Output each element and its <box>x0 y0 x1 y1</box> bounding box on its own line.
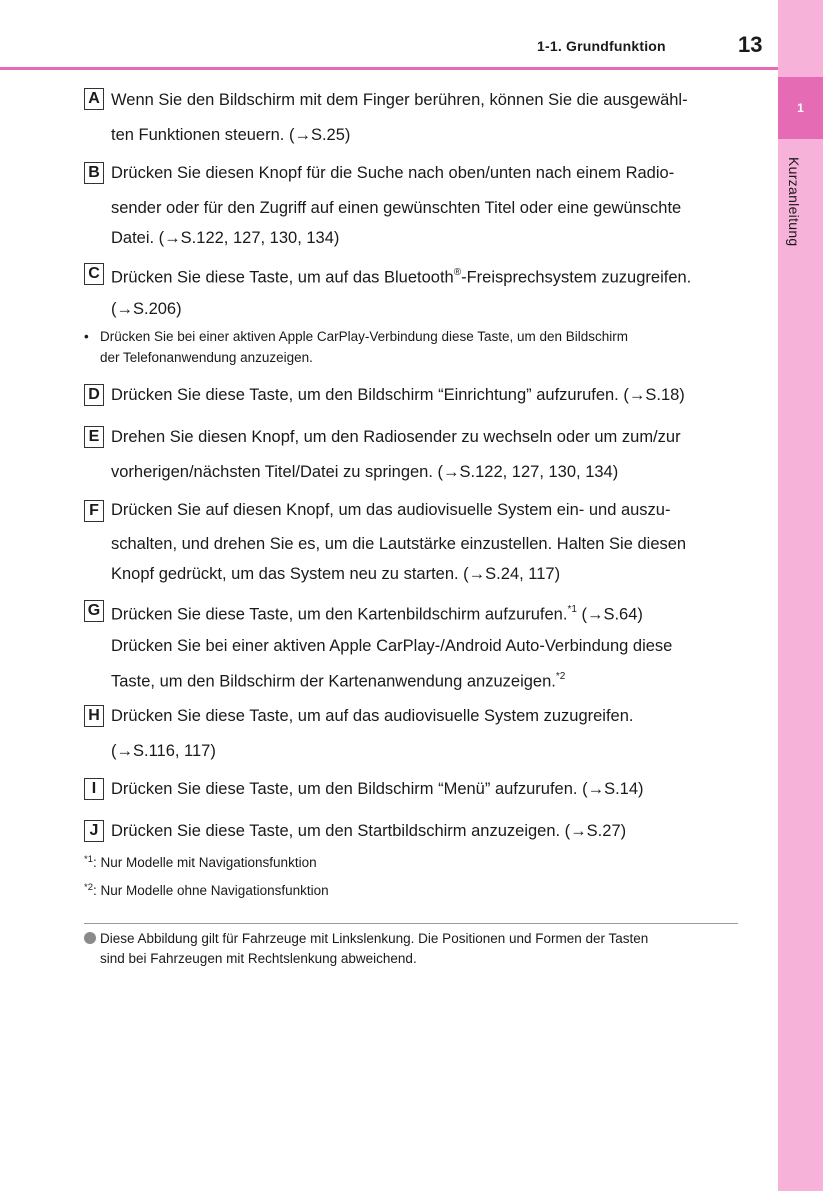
footnote-text: : Nur Modelle mit Navigationsfunktion <box>92 855 317 870</box>
item-letter: D <box>84 384 104 406</box>
item-letter: F <box>84 500 104 522</box>
item-text-line: sender oder für den Zugriff auf einen gewünschten Titel oder eine gewünschte <box>111 199 682 217</box>
item-letter: E <box>84 426 104 448</box>
item-text-line: Drücken Sie auf diesen Knopf, um das audiovisuelle System ein- und auszu- <box>111 501 671 519</box>
item-text-line: Drücken Sie diese Taste, um den Bildschirm “Einrichtung” aufzurufen. (→S.18) <box>111 386 685 404</box>
section-title: 1-1. Grundfunktion <box>537 38 666 54</box>
bullet-icon: • <box>84 329 89 344</box>
item-text-line: vorherigen/nächsten Titel/Datei zu springen. (→S.122, 127, 130, 134) <box>111 463 619 481</box>
item-text-line: Drücken Sie diese Taste, um den Startbildschirm anzuzeigen. (→S.27) <box>111 822 627 840</box>
item-letter: H <box>84 705 104 727</box>
bullet-note-line: Drücken Sie bei einer aktiven Apple CarPlay-Verbindung diese Taste, um den Bildschirm <box>100 329 629 344</box>
item-letter: G <box>84 600 104 622</box>
note-line: sind bei Fahrzeugen mit Rechtslenkung abweichend. <box>100 951 417 966</box>
item-text: Drücken Sie diese Taste, um auf das Bluetooth <box>111 268 454 287</box>
item-letter: J <box>84 820 104 842</box>
chapter-label: Kurzanleitung <box>786 157 802 247</box>
footnote-mark: *1 <box>84 854 93 865</box>
item-text-line: schalten, und drehen Sie es, um die Lautstärke einzustellen. Halten Sie diesen <box>111 535 687 553</box>
item-text-line: (→S.206) <box>111 300 182 318</box>
footnote-text: : Nur Modelle ohne Navigationsfunktion <box>92 883 329 898</box>
page-number: 13 <box>738 32 763 57</box>
note-line: Diese Abbildung gilt für Fahrzeuge mit Linkslenkung. Die Positionen und Formen der Tasten <box>100 931 649 946</box>
item-text-line: Datei. (→S.122, 127, 130, 134) <box>111 229 340 247</box>
chapter-number-tab: 1 <box>778 77 823 139</box>
footnote <box>84 855 317 870</box>
item-letter: A <box>84 88 104 110</box>
footnote <box>84 883 329 898</box>
item-text-line: Wenn Sie den Bildschirm mit dem Finger berühren, können Sie die ausgewähl- <box>111 91 688 109</box>
item-text-line: Drücken Sie diese Taste, um auf das audiovisuelle System zuzugreifen. <box>111 707 634 725</box>
item-letter: C <box>84 263 104 285</box>
item-text-line: ten Funktionen steuern. (→S.25) <box>111 126 351 144</box>
item-letter: I <box>84 778 104 800</box>
footnote-mark: *1 <box>567 604 577 615</box>
note-bullet-icon <box>84 932 96 944</box>
footnote-mark: *2 <box>84 882 93 893</box>
item-text-line <box>111 264 691 288</box>
item-text-line: Drücken Sie diese Taste, um den Bildschirm “Menü” aufzurufen. (→S.14) <box>111 780 644 798</box>
item-text-line <box>111 601 643 625</box>
footnote-mark: *2 <box>555 671 566 682</box>
item-text-line <box>111 668 565 692</box>
item-text: -Freisprechsystem zuzugreifen. <box>461 268 692 287</box>
item-text-line: Drücken Sie diesen Knopf für die Suche nach oben/unten nach einem Radio- <box>111 164 675 182</box>
item-text-line: (→S.116, 117) <box>111 742 216 760</box>
item-text-line: Knopf gedrückt, um das System neu zu starten. (→S.24, 117) <box>111 565 561 583</box>
item-text-line: Drücken Sie bei einer aktiven Apple CarPlay-/Android Auto-Verbindung diese <box>111 637 673 655</box>
registered-mark: ® <box>453 267 462 278</box>
item-text: Taste, um den Bildschirm der Kartenanwendung anzuzeigen. <box>111 672 556 691</box>
divider <box>84 923 738 924</box>
header-rule <box>0 67 778 70</box>
item-text-line: Drehen Sie diesen Knopf, um den Radiosender zu wechseln oder um zum/zur <box>111 428 681 446</box>
item-text: (→S.64) <box>576 605 643 624</box>
bullet-note-line: der Telefonanwendung anzuzeigen. <box>100 350 313 365</box>
item-letter: B <box>84 162 104 184</box>
item-text: Drücken Sie diese Taste, um den Kartenbildschirm aufzurufen. <box>111 605 568 624</box>
